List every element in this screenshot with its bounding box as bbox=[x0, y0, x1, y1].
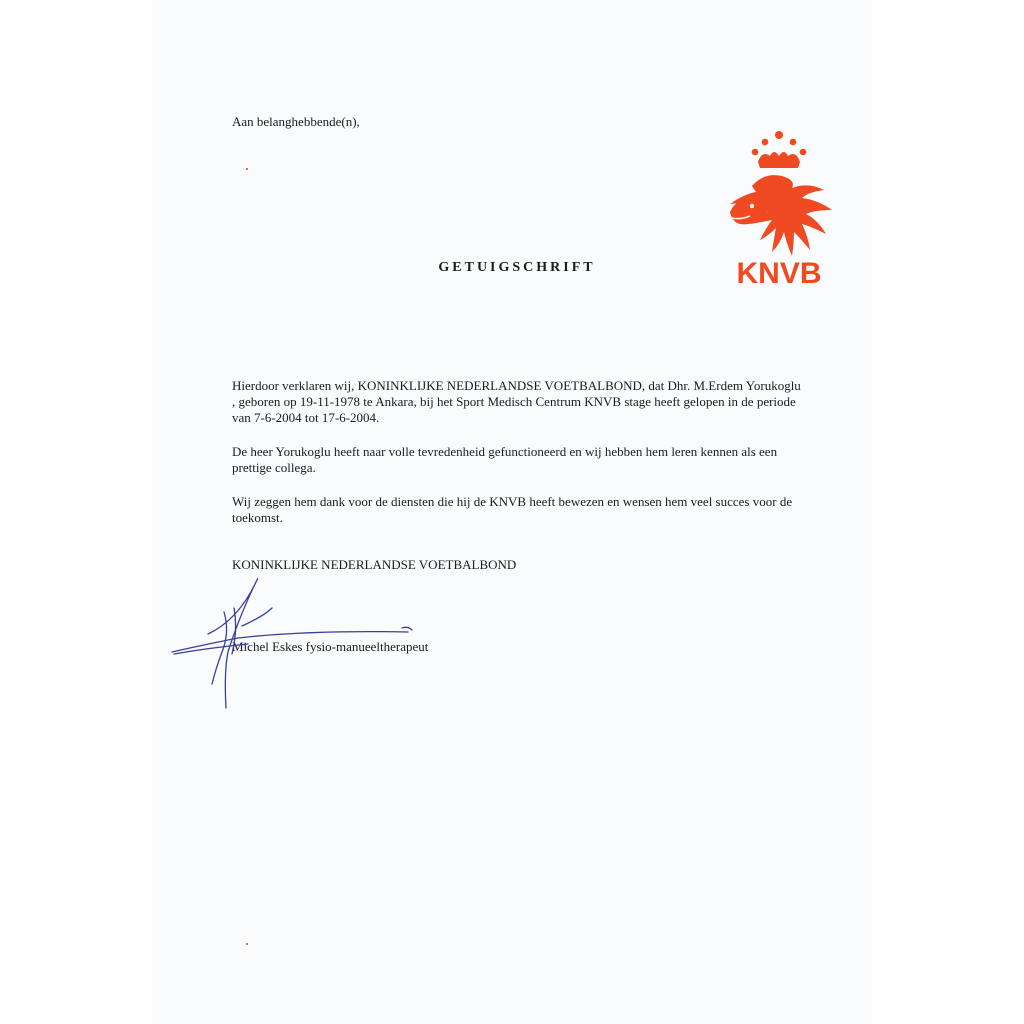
lion-crown-icon bbox=[730, 131, 832, 256]
body-paragraph-2: De heer Yorukoglu heeft naar volle tevredenheid gefunctioneerd en wij hebben hem leren kennen als een prettige collega. bbox=[232, 444, 778, 475]
salutation: Aan belanghebbende(n), bbox=[232, 114, 360, 129]
signer-name: Michel Eskes fysio-manueeltherapeut bbox=[232, 639, 429, 654]
body-paragraph-3: Wij zeggen hem dank voor de diensten die hij de KNVB heeft bewezen en wensen hem veel succes voor de toekomst. bbox=[232, 494, 793, 525]
knvb-wordmark: KNVB bbox=[736, 257, 822, 288]
organization-name: KONINKLIJKE NEDERLANDSE VOETBALBOND bbox=[232, 557, 517, 572]
knvb-logo bbox=[722, 128, 836, 288]
scan-speck bbox=[246, 943, 248, 945]
scan-speck bbox=[246, 168, 248, 170]
body-paragraph-1: Hierdoor verklaren wij, KONINKLIJKE NEDERLANDSE VOETBALBOND, dat Dhr. M.Erdem Yorukoglu , geboren op 19-11-1978 te Ankara, bij het Sport Medisch Centrum KNVB stage heeft gelopen in de periode van 7-6-2004 tot 17-6-2004. bbox=[232, 378, 801, 425]
document-title: GETUIGSCHRIFT bbox=[438, 260, 596, 275]
handwritten-signature bbox=[168, 572, 428, 714]
